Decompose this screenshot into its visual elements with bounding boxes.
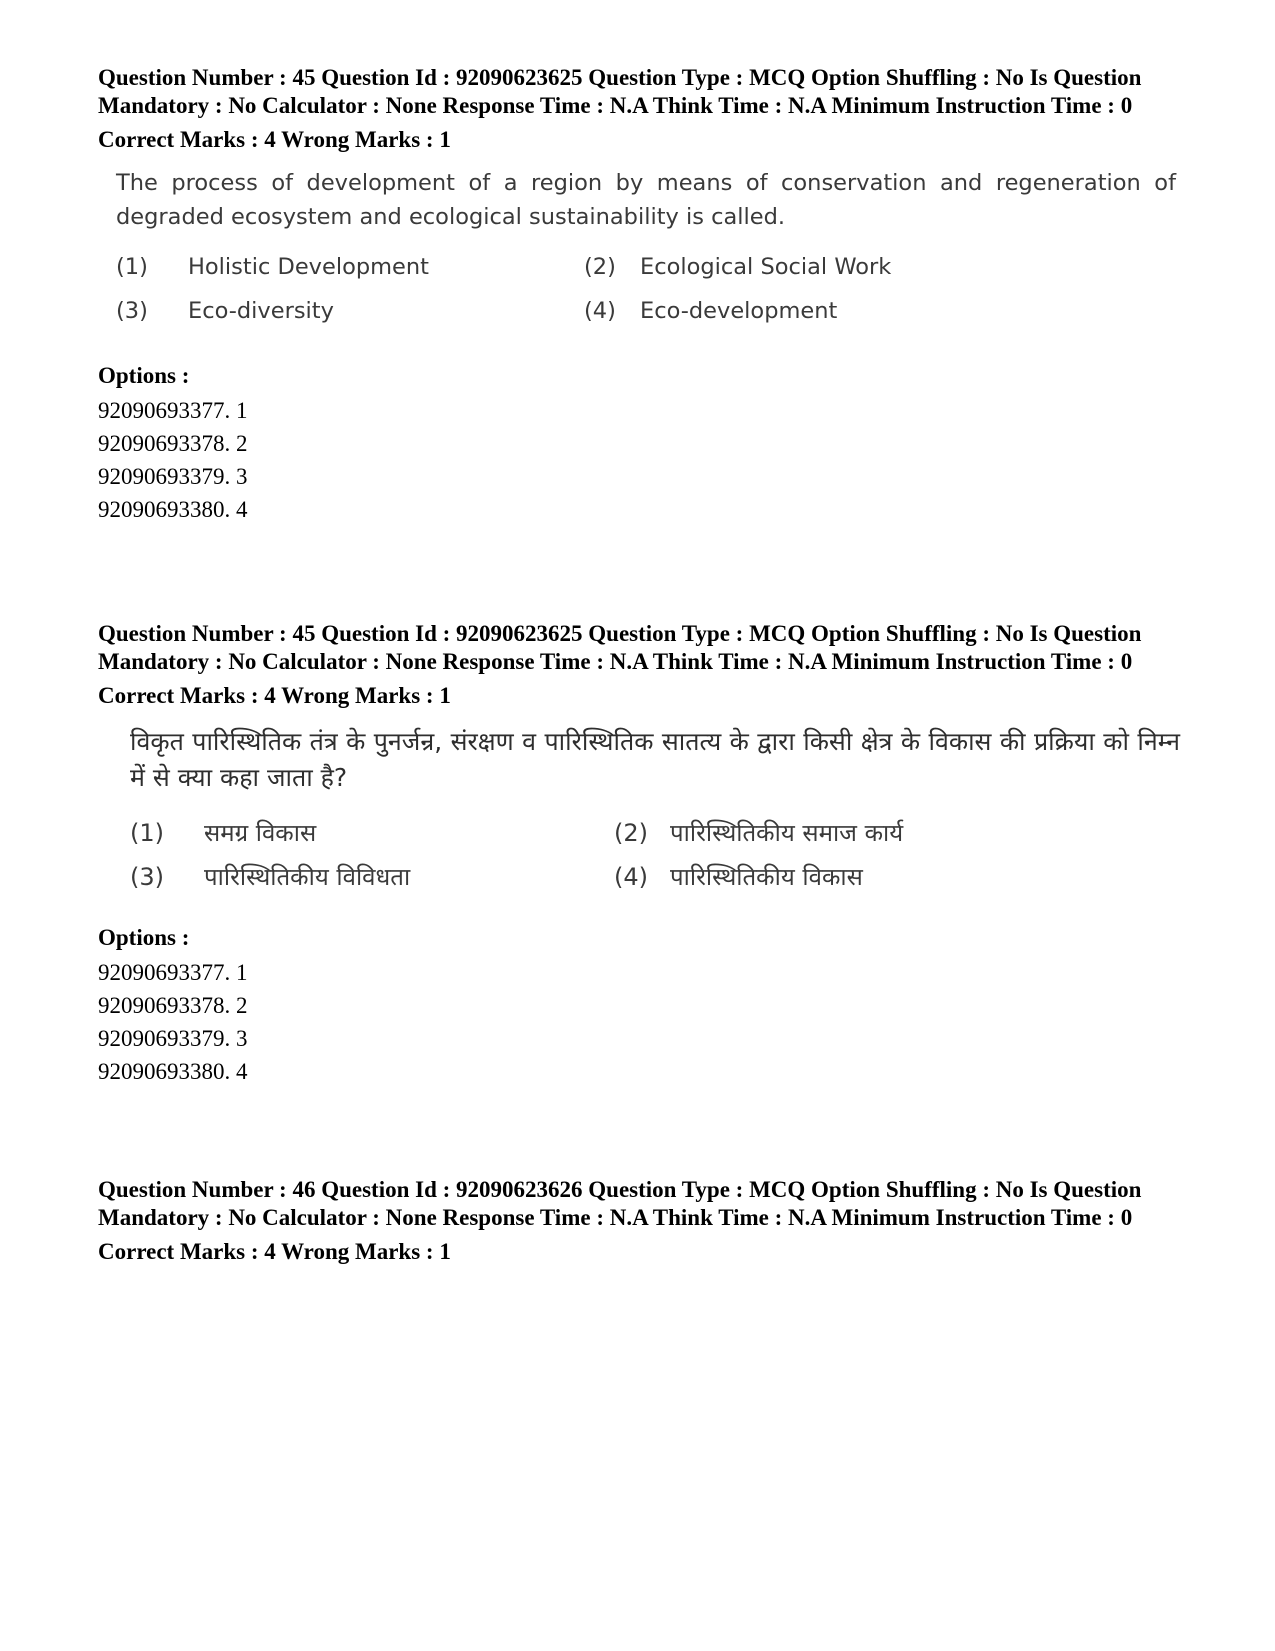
question-image [130,724,1180,894]
question-marks: Correct Marks : 4 Wrong Marks : 1 [98,127,451,152]
question-meta: Question Number : 45 Question Id : 92090623625 Question Type : MCQ Option Shuffling : No Is Question Mandatory : No Calculator : None Response Time : N.A Think Time : N.A Minimum Instruction Time : 0 [98,65,1142,118]
option-item: 92090693380. 4 [98,1059,248,1084]
choice-label: Ecological Social Work [640,254,892,280]
option-item: 92090693378. 2 [98,431,248,456]
choice-label: पारिस्थितिकीय विकास [670,863,863,891]
choice-number: (1) [116,254,148,280]
option-item: 92090693377. 1 [98,398,248,423]
choice-number: (4) [584,298,616,324]
option-item: 92090693379. 3 [98,1026,248,1051]
choice-grid [130,816,1180,894]
question-image [116,166,1176,328]
option-item: 92090693378. 2 [98,993,248,1018]
question-block [98,64,1188,526]
options-list [98,956,1188,1088]
choice-label: पारिस्थितिकीय समाज कार्य [670,819,904,847]
question-block [98,620,1188,1088]
choice-number: (2) [584,254,616,280]
question-text: विकृत पारिस्थितिक तंत्र के पुनर्जन्र, संरक्षण व पारिस्थितिक सातत्य के द्वारा किसी क्षेत्र के विकास की प्रक्रिया को निम्न में से क्या कहा जाता है? [130,727,1180,792]
options-list [98,394,1188,526]
question-text: The process of development of a region by means of conservation and regeneration of degraded ecosystem and ecological sustainability is called. [116,170,1176,230]
question-block [98,1176,1188,1266]
choice-number: (2) [614,819,648,847]
choice-label: Eco-development [640,298,838,324]
choice-label: समग्र विकास [204,819,317,847]
option-item: 92090693380. 4 [98,497,248,522]
choice-number: (3) [116,298,148,324]
question-marks: Correct Marks : 4 Wrong Marks : 1 [98,1239,451,1264]
options-heading: Options : [98,925,190,950]
choice-number: (1) [130,819,164,847]
choice-label: पारिस्थितिकीय विविधता [204,863,411,891]
choice-number: (4) [614,863,648,891]
options-heading: Options : [98,363,190,388]
option-item: 92090693379. 3 [98,464,248,489]
choice-grid [116,250,1176,328]
question-marks: Correct Marks : 4 Wrong Marks : 1 [98,683,451,708]
question-meta: Question Number : 46 Question Id : 92090623626 Question Type : MCQ Option Shuffling : No Is Question Mandatory : No Calculator : None Response Time : N.A Think Time : N.A Minimum Instruction Time : 0 [98,1177,1142,1230]
question-meta: Question Number : 45 Question Id : 92090623625 Question Type : MCQ Option Shuffling : No Is Question Mandatory : No Calculator : None Response Time : N.A Think Time : N.A Minimum Instruction Time : 0 [98,621,1142,674]
choice-label: Holistic Development [188,254,429,280]
choice-number: (3) [130,863,164,891]
option-item: 92090693377. 1 [98,960,248,985]
choice-label: Eco-diversity [188,298,334,324]
